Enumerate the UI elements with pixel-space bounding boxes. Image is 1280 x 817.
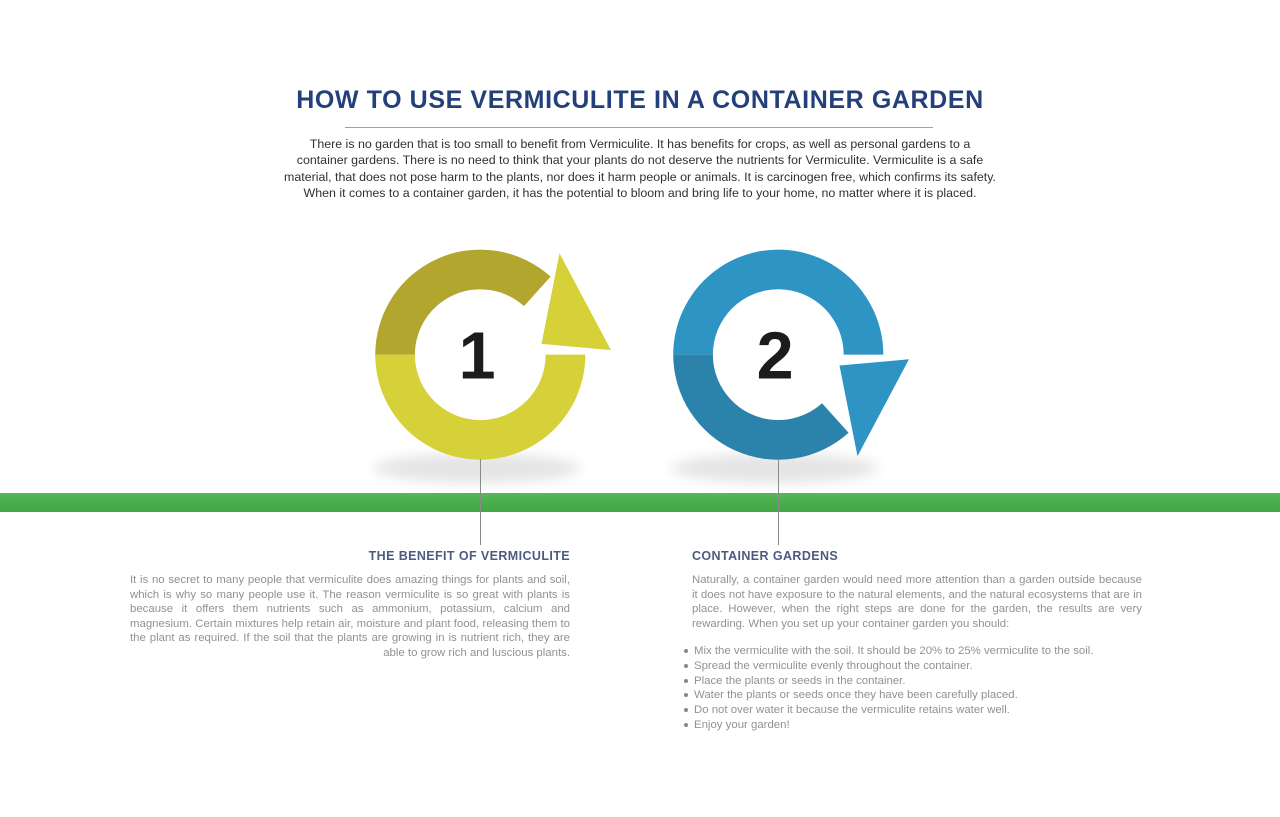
step-2-number: 2 bbox=[756, 319, 794, 394]
step-1-column bbox=[130, 549, 570, 661]
bullet-item bbox=[684, 718, 1142, 733]
step-2-body: Naturally, a container garden would need more attention than a garden outside because it does not have exposure to the natural elements, and the natural ecosystems that are in place. However, when the right steps are done for the garden, the results are very rewarding. When you set up your container garden you should: bbox=[692, 574, 1142, 630]
step-1-number: 1 bbox=[458, 319, 496, 394]
green-divider-bar bbox=[0, 493, 1280, 512]
bullet-dot-icon bbox=[684, 723, 688, 727]
step-1-cycle-icon bbox=[357, 228, 625, 491]
step-2-column bbox=[692, 549, 1142, 733]
step-2-cycle-icon bbox=[655, 228, 923, 491]
bullet-item bbox=[684, 674, 1142, 689]
step-2-arrowhead bbox=[839, 359, 908, 456]
bullet-dot-icon bbox=[684, 693, 688, 697]
bullet-text: Do not over water it because the vermiculite retains water well. bbox=[694, 704, 1010, 717]
step-1-body: It is no secret to many people that vermiculite does amazing things for plants and soil, which is why so many people use it. The reason vermiculite is so great with plants is because it offers them nutrients such as ammonium, potassium, calcium and magnesium. Certain mixtures help retain air, moisture and plant food, releasing them to the plant as required. If the soil that the plants are growing in is nutrient rich, they are able to grow rich and luscious plants. bbox=[130, 574, 570, 659]
step-2-connector-line bbox=[778, 459, 779, 545]
bullet-dot-icon bbox=[684, 679, 688, 683]
step-2-bullet-list bbox=[684, 644, 1142, 732]
title-divider bbox=[345, 127, 933, 128]
bullet-item bbox=[684, 703, 1142, 718]
step-1-arrowhead bbox=[541, 253, 610, 350]
bullet-dot-icon bbox=[684, 664, 688, 668]
bullet-item bbox=[684, 644, 1142, 659]
intro-paragraph: There is no garden that is too small to benefit from Vermiculite. It has benefits for crops, as well as personal gardens to a container gardens. There is no need to think that your plants do not deserve the nutrients for Vermiculite. Vermiculite is a safe material, that does not pose harm to the plants, nor does it harm people or animals. It is carcinogen free, which confirms its safety. When it comes to a container garden, it has the potential to bloom and bring life to your home, no matter where it is placed. bbox=[284, 137, 996, 200]
page-title: HOW TO USE VERMICULITE IN A CONTAINER GARDEN bbox=[296, 86, 984, 114]
bullet-dot-icon bbox=[684, 649, 688, 653]
bullet-item bbox=[684, 659, 1142, 674]
step-2-heading: CONTAINER GARDENS bbox=[692, 549, 839, 563]
step-1-heading: THE BENEFIT OF VERMICULITE bbox=[368, 549, 570, 563]
bullet-text: Spread the vermiculite evenly throughout the container. bbox=[694, 660, 973, 673]
bullet-text: Water the plants or seeds once they have been carefully placed. bbox=[694, 689, 1018, 702]
step-1-connector-line bbox=[480, 459, 481, 545]
bullet-text: Enjoy your garden! bbox=[694, 718, 790, 731]
bullet-dot-icon bbox=[684, 708, 688, 712]
bullet-text: Place the plants or seeds in the container. bbox=[694, 674, 906, 687]
bullet-text: Mix the vermiculite with the soil. It should be 20% to 25% vermiculite to the soil. bbox=[694, 645, 1094, 658]
bullet-item bbox=[684, 688, 1142, 703]
